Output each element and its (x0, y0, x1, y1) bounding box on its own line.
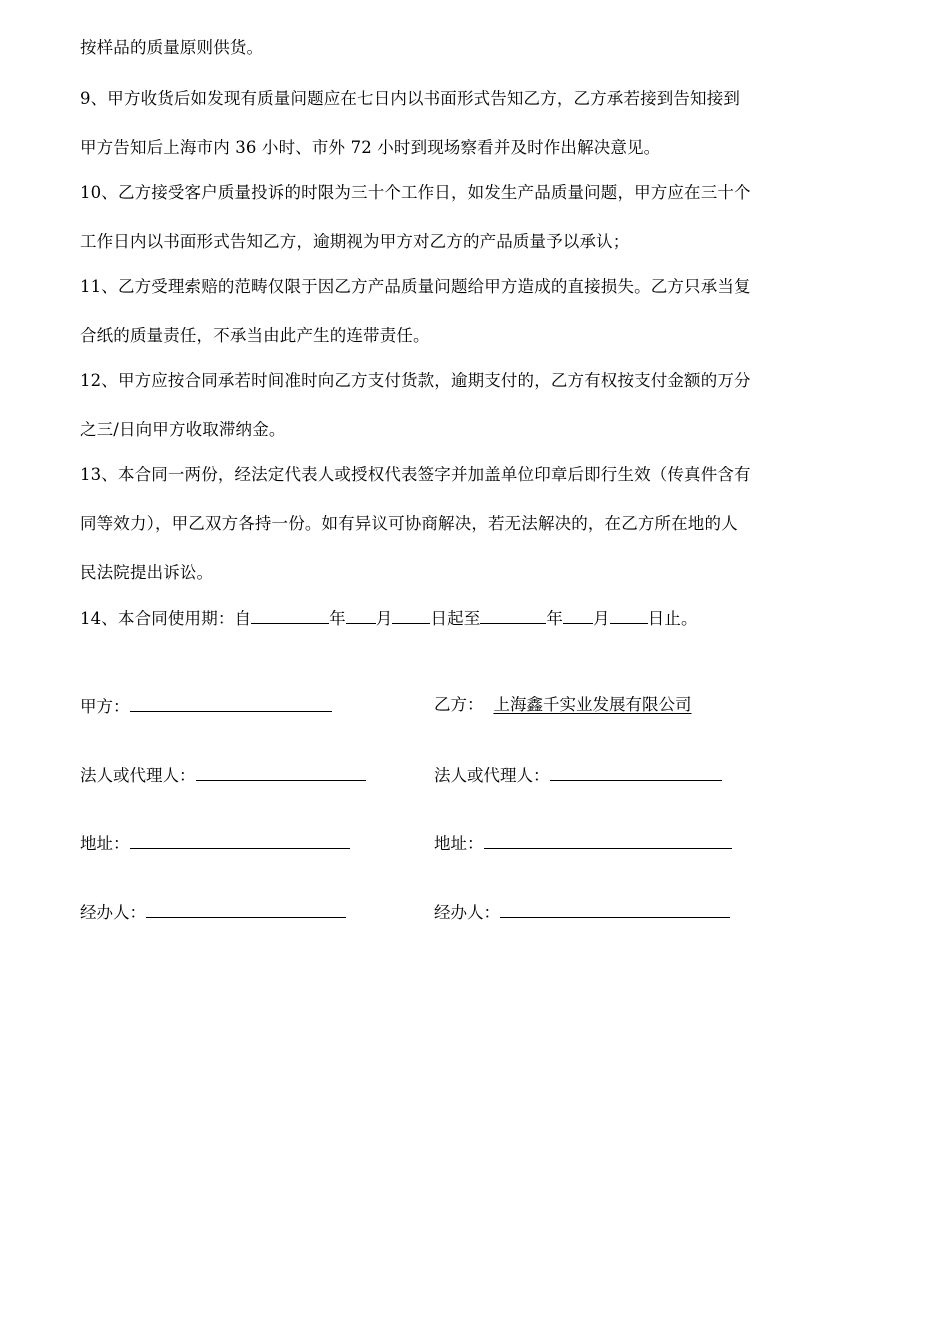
party-a-handler-label: 经办人： (80, 903, 146, 922)
party-a-handler-row (80, 900, 346, 924)
clause-11-line-1: 11、乙方受理索赔的范畴仅限于因乙方产品质量问题给甲方造成的直接损失。乙方只承当复 (80, 277, 751, 296)
party-a-legal-rep-blank[interactable] (196, 763, 366, 781)
clause-12-line-1: 12、甲方应按合同承若时间准时向乙方支付货款，逾期支付的，乙方有权按支付金额的万分 (80, 371, 751, 390)
clause-11-line-2: 合纸的质量责任，不承当由此产生的连带责任。 (80, 326, 430, 345)
party-a-label: 甲方： (80, 697, 130, 716)
clause-9-line-1: 9、甲方收货后如发现有质量问题应在七日内以书面形式告知乙方，乙方承若接到告知接到 (80, 89, 740, 108)
end-day-blank[interactable] (610, 606, 648, 624)
term-month-1: 月 (375, 609, 393, 628)
term-month-2: 月 (593, 609, 610, 628)
term-year-2: 年 (546, 609, 564, 628)
party-b-handler-blank[interactable] (500, 900, 730, 918)
start-day-blank[interactable] (392, 606, 430, 624)
term-year-1: 年 (329, 609, 346, 628)
party-b-row (434, 694, 692, 716)
clause-14-term (80, 606, 860, 630)
party-a-address-label: 地址： (80, 834, 130, 853)
party-b-legal-rep-blank[interactable] (550, 763, 722, 781)
clause-13-line-1: 13、本合同一两份，经法定代表人或授权代表签字并加盖单位印章后即行生效（传真件含有 (80, 465, 751, 484)
party-b-handler-row (434, 900, 730, 924)
clause-8-tail: 按样品的质量原则供货。 (80, 38, 264, 57)
clause-13-line-3: 民法院提出诉讼。 (80, 563, 214, 582)
clause-12-line-2: 之三/日向甲方收取滞纳金。 (80, 420, 286, 439)
party-b-address-blank[interactable] (484, 831, 732, 849)
party-a-handler-blank[interactable] (146, 900, 346, 918)
start-month-blank[interactable] (346, 606, 376, 624)
party-a-name-blank[interactable] (130, 694, 332, 712)
clause-9-line-2: 甲方告知后上海市内 36 小时、市外 72 小时到现场察看并及时作出解决意见。 (80, 138, 661, 157)
party-b-legal-rep-label: 法人或代理人： (434, 766, 550, 785)
party-b-company-name: 上海鑫千实业发展有限公司 (493, 695, 692, 714)
party-a-row (80, 694, 332, 718)
party-a-legal-rep-row (80, 763, 366, 787)
party-a-legal-rep-label: 法人或代理人： (80, 766, 196, 785)
term-prefix: 14、本合同使用期：自 (80, 609, 252, 628)
clause-13-line-2: 同等效力），甲乙双方各持一份。如有异议可协商解决，若无法解决的，在乙方所在地的人 (80, 514, 738, 533)
end-month-blank[interactable] (563, 606, 593, 624)
term-day-2: 日止。 (647, 609, 698, 628)
end-year-blank[interactable] (480, 606, 546, 624)
clause-10-line-2: 工作日内以书面形式告知乙方，逾期视为甲方对乙方的产品质量予以承认； (80, 232, 630, 251)
start-year-blank[interactable] (251, 606, 329, 624)
term-day-1: 日起至 (430, 609, 481, 628)
party-b-legal-rep-row (434, 763, 722, 787)
party-b-address-label: 地址： (434, 834, 484, 853)
party-b-handler-label: 经办人： (434, 903, 500, 922)
party-b-label: 乙方： (434, 695, 484, 714)
party-b-address-row (434, 831, 732, 855)
party-a-address-row (80, 831, 350, 855)
clause-10-line-1: 10、乙方接受客户质量投诉的时限为三十个工作日，如发生产品质量问题，甲方应在三十个 (80, 183, 751, 202)
party-a-address-blank[interactable] (130, 831, 350, 849)
